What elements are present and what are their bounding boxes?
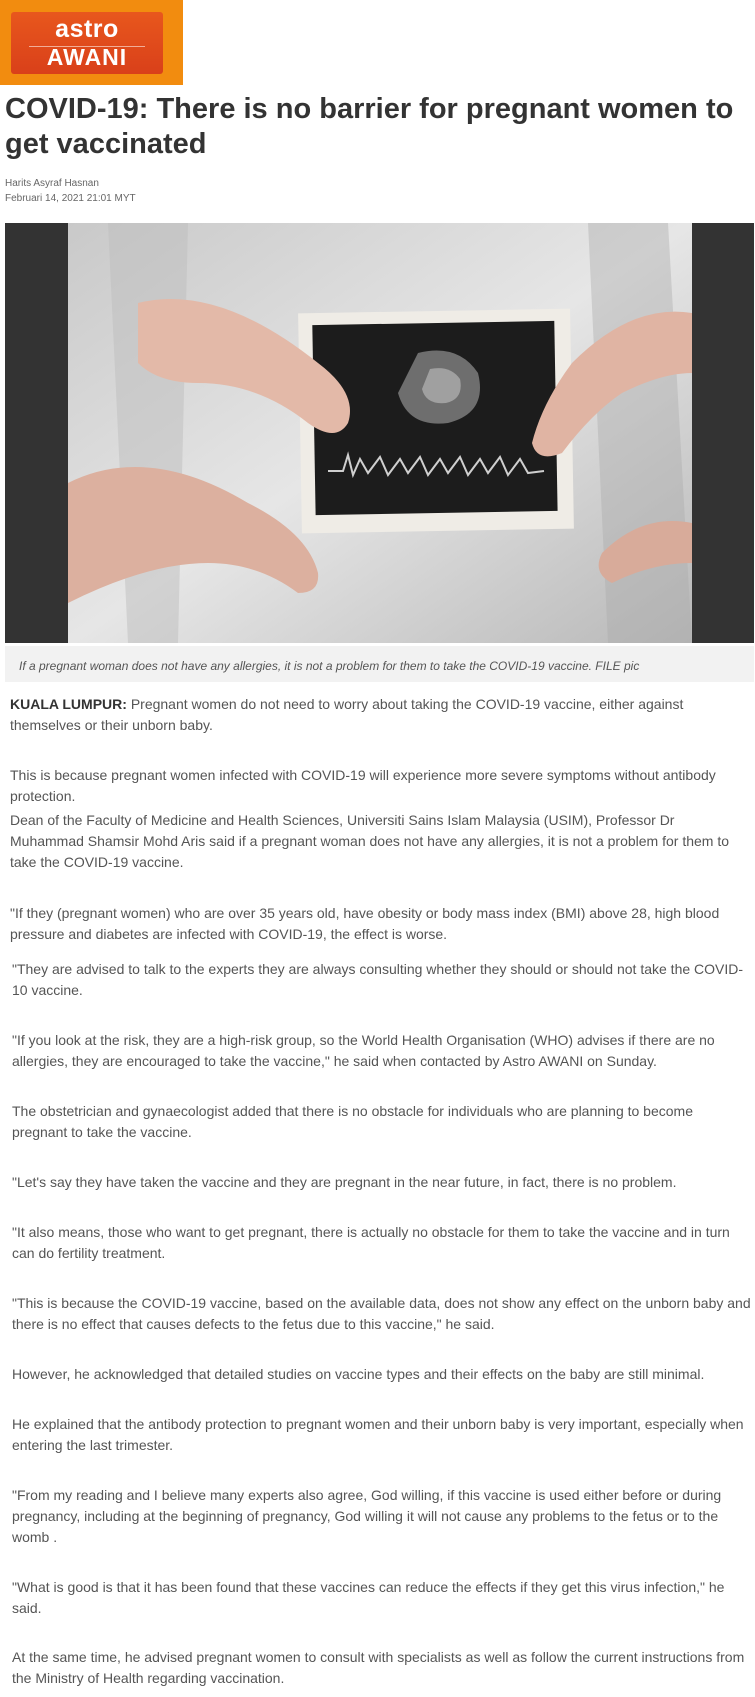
article-paragraph: He explained that the antibody protection to pregnant women and their unborn baby is very important, especially when entering the last trimester. [12,1416,744,1453]
article-title: COVID-19: There is no barrier for pregnant women to get vaccinated [5,93,734,160]
article-paragraph: "This is because the COVID-19 vaccine, based on the available data, does not show any effect on the unborn baby and there is no effect that causes defects to the fetus due to this vaccine," he said. [12,1295,751,1332]
article-date: Februari 14, 2021 21:01 MYT [5,193,136,204]
article-paragraph: "What is good is that it has been found that these vaccines can reduce the effects if they get this virus infection," he said. [12,1579,725,1616]
dateline: KUALA LUMPUR: [10,696,127,712]
logo-text-awani: AWANI [46,44,128,70]
image-caption-box [5,646,754,682]
article-paragraph: At the same time, he advised pregnant women to consult with specialists as well as follow the current instructions from the Ministry of Health regarding vaccination. [12,1649,745,1686]
article-paragraph: "From my reading and I believe many experts also agree, God willing, if this vaccine is used either before or during pregnancy, including at the beginning of pregnancy, God willing it will not cause any problems to the fetus or to the womb . [12,1487,722,1545]
article-paragraph: This is because pregnant women infected with COVID-19 will experience more severe symptoms without antibody protection. [10,767,716,804]
article-paragraph: Dean of the Faculty of Medicine and Health Sciences, Universiti Sains Islam Malaysia (USIM), Professor Dr Muhammad Shamsir Mohd Aris said if a pregnant woman does not have any allergies, it is not a problem for them to take the COVID-19 vaccine. [10,812,730,870]
article-hero-image [5,223,754,643]
article-paragraph: However, he acknowledged that detailed studies on vaccine types and their effects on the baby are still minimal. [12,1366,705,1382]
article-paragraph: "They are advised to talk to the experts they are always consulting whether they should or should not take the COVID-10 vaccine. [12,961,744,998]
article-paragraph: "If you look at the risk, they are a high-risk group, so the World Health Organisation (WHO) advises if there are no allergies, they are encouraged to take the vaccine," he said when contacted by Astro AWANI on Sunday. [12,1032,715,1069]
article-paragraph: "Let's say they have taken the vaccine and they are pregnant in the near future, in fact, there is no problem. [12,1174,677,1190]
astro-awani-logo[interactable] [0,0,183,85]
ultrasound-photo-illustration [68,223,692,643]
logo-text-astro: astro [55,15,119,43]
article-paragraph: "It also means, those who want to get pregnant, there is actually no obstacle for them to take the vaccine and in turn can do fertility treatment. [12,1224,730,1261]
article-paragraph: The obstetrician and gynaecologist added that there is no obstacle for individuals who are planning to become pregnant to take the vaccine. [12,1103,693,1140]
lead-text: Pregnant women do not need to worry about taking the COVID-19 vaccine, either against themselves or their unborn baby. [10,696,684,733]
logo-badge [11,12,163,74]
article-paragraph-lead [10,694,750,736]
article-author[interactable]: Harits Asyraf Hasnan [5,178,99,189]
image-caption: If a pregnant woman does not have any allergies, it is not a problem for them to take the COVID-19 vaccine. FILE pic [19,659,640,673]
article-paragraph: "If they (pregnant women) who are over 35 years old, have obesity or body mass index (BMI) above 28, high blood pressure and diabetes are infected with COVID-19, the effect is worse. [10,905,720,942]
